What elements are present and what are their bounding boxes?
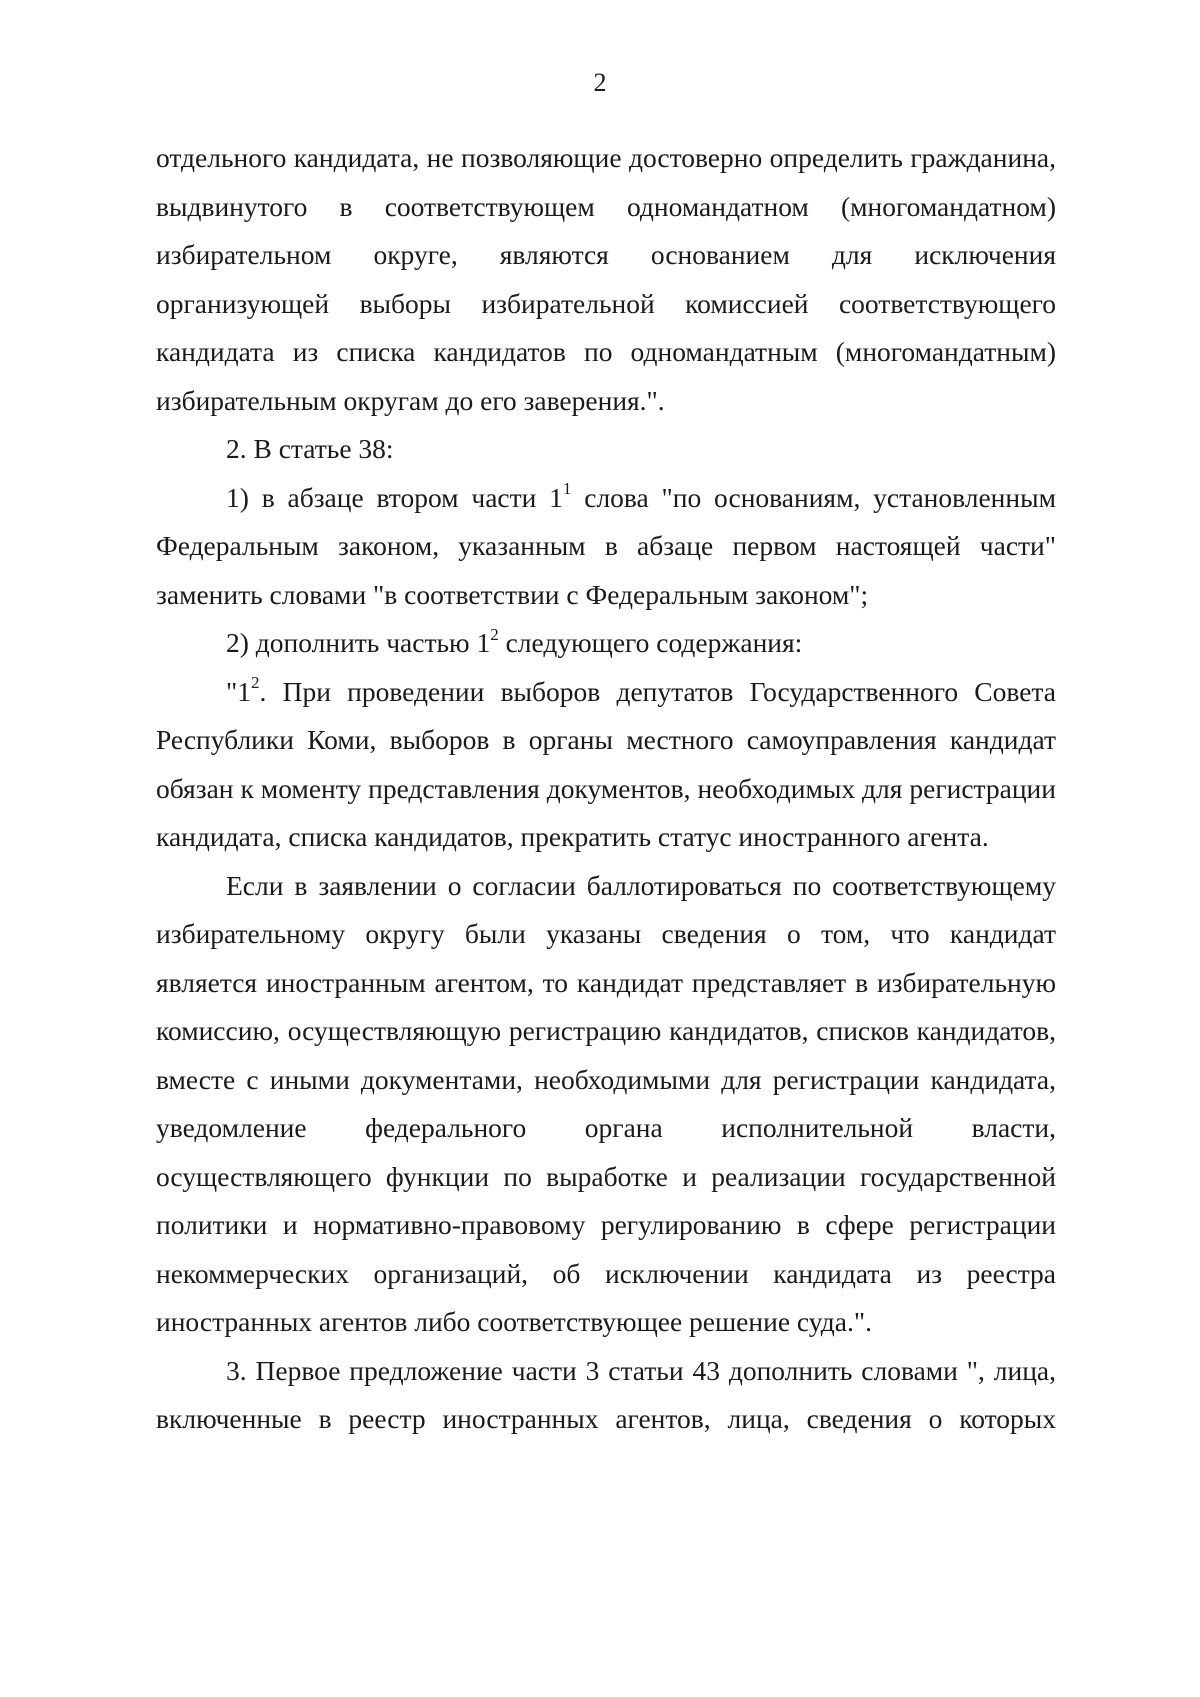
- quoted-part-text-start: "1: [226, 675, 251, 707]
- subitem-2-text-start: 2) дополнить частью 1: [226, 627, 491, 658]
- paragraph-item-2: 2. В статье 38:: [226, 433, 394, 464]
- subitem-1-text-end: слова "по основаниям, установленным Федеральным законом, указанным в абзаце первом настоящей части" заменить словами "в соответствии с Федеральным законом";: [156, 481, 1056, 610]
- paragraph-subitem-1: [156, 474, 1056, 620]
- paragraph-continuation: отдельного кандидата, не позволяющие достоверно определить гражданина, выдвинутого в соответствующем одномандатном (многомандатном) избирательном округе, являются основанием для исключения организующей выборы избирательной комиссией соответствующего кандидата из списка кандидатов по одномандатным (многомандатным) избирательным округам до его заверения.".: [156, 142, 1056, 416]
- paragraph-foreign-agent-notice: Если в заявлении о согласии баллотироваться по соответствующему избирательному округу были указаны сведения о том, что кандидат является иностранным агентом, то кандидат представляет в избирательную комиссию, осуществляющую регистрацию кандидатов, списков кандидатов, вместе с иными документами, необходимыми для регистрации кандидата, уведомление федерального органа исполнительной власти, осуществляющего функции по выработке и реализации государственной политики и нормативно-правовому регулированию в сфере регистрации некоммерческих организаций, об исключении кандидата из реестра иностранных агентов либо соответствующее решение суда.".: [156, 869, 1056, 1337]
- paragraph-quoted-part-1-2: [156, 668, 1056, 862]
- subitem-2-superscript: 2: [490, 624, 499, 644]
- quoted-part-superscript: 2: [250, 673, 260, 693]
- subitem-2-text-end: следующего содержания:: [498, 627, 803, 658]
- subitem-1-text-start: 1) в абзаце втором части 1: [226, 481, 563, 513]
- paragraph-subitem-2: [156, 619, 1056, 668]
- paragraph-item-3: 3. Первое предложение части 3 статьи 43 дополнить словами ", лица, включенные в реестр иностранных агентов, лица, сведения о которых: [156, 1354, 1056, 1434]
- subitem-1-superscript: 1: [562, 479, 572, 499]
- document-body: [156, 134, 1056, 1444]
- quoted-part-text-end: . При проведении выборов депутатов Государственного Совета Республики Коми, выборов в органы местного самоуправления кандидат обязан к моменту представления документов, необходимых для регистрации кандидата, списка кандидатов, прекратить статус иностранного агента.: [156, 675, 1056, 852]
- page-number: 2: [593, 68, 607, 97]
